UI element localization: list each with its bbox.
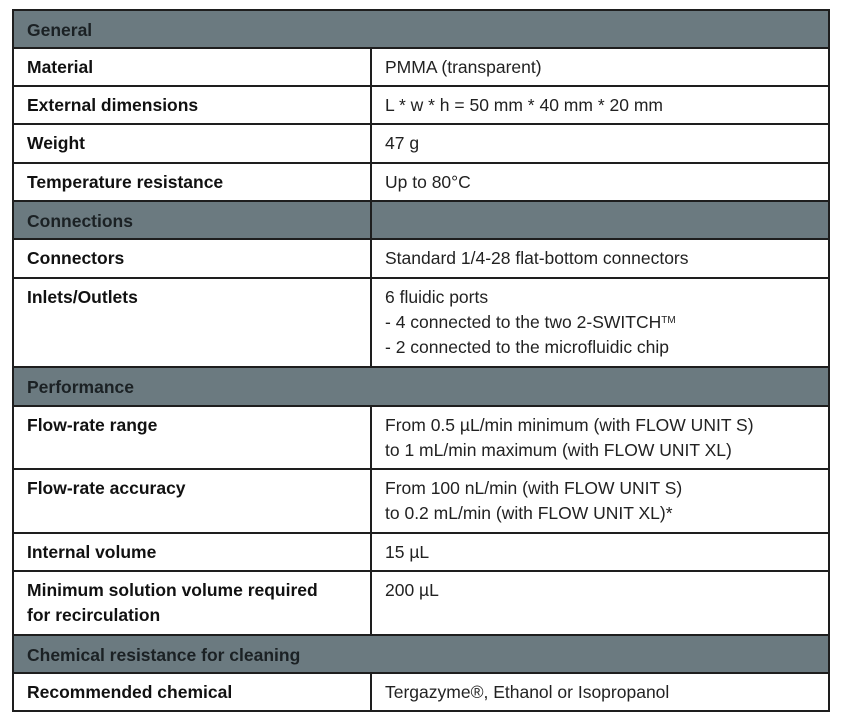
table-row [13,673,829,711]
row-value [371,469,829,533]
row-value: Tergazyme®, Ethanol or Isopropanol [371,673,829,711]
row-value [371,406,829,469]
table-row [13,124,829,163]
row-value: L * w * h = 50 mm * 40 mm * 20 mm [371,86,829,124]
row-value: 47 g [371,124,829,163]
value-line: From 0.5 µL/min minimum (with FLOW UNIT S) [385,415,754,435]
row-value [371,278,829,367]
row-label: Recommended chemical [13,673,371,711]
section-title: General [13,10,829,48]
table-row [13,48,829,86]
value-line [385,310,816,335]
section-chemical-resistance [13,635,829,673]
row-label: Material [13,48,371,86]
row-value: 200 µL [371,571,829,635]
value-line-text: - 4 connected to the two 2-SWITCH [385,312,662,332]
row-label: Flow-rate accuracy [13,469,371,533]
table-row [13,239,829,278]
row-label: Inlets/Outlets [13,278,371,367]
section-title: Connections [13,201,371,239]
value-line: 6 fluidic ports [385,287,489,307]
trademark-mark: TM [661,315,676,326]
row-label: Temperature resistance [13,163,371,201]
table-row [13,163,829,201]
table-row [13,86,829,124]
row-label [13,571,371,635]
section-title-empty-cell [371,201,829,239]
table-row [13,469,829,533]
row-label: Internal volume [13,533,371,571]
row-label: External dimensions [13,86,371,124]
table-row [13,533,829,571]
value-line: - 2 connected to the microfluidic chip [385,337,670,357]
specifications-table [12,9,830,712]
table-row [13,406,829,469]
value-line: to 1 mL/min maximum (with FLOW UNIT XL) [385,440,732,460]
row-label: Connectors [13,239,371,278]
section-title: Chemical resistance for cleaning [13,635,829,673]
row-label: Flow-rate range [13,406,371,469]
row-value: Up to 80°C [371,163,829,201]
label-line: for recirculation [27,605,161,625]
label-line: Minimum solution volume required [27,580,318,600]
row-value: PMMA (transparent) [371,48,829,86]
row-value: 15 µL [371,533,829,571]
section-general [13,10,829,48]
section-connections [13,201,829,239]
row-label: Weight [13,124,371,163]
value-line: to 0.2 mL/min (with FLOW UNIT XL)* [385,503,673,523]
table-row [13,278,829,367]
section-title: Performance [13,367,829,406]
section-performance [13,367,829,406]
value-line: From 100 nL/min (with FLOW UNIT S) [385,478,683,498]
row-value: Standard 1/4-28 flat-bottom connectors [371,239,829,278]
table-row [13,571,829,635]
